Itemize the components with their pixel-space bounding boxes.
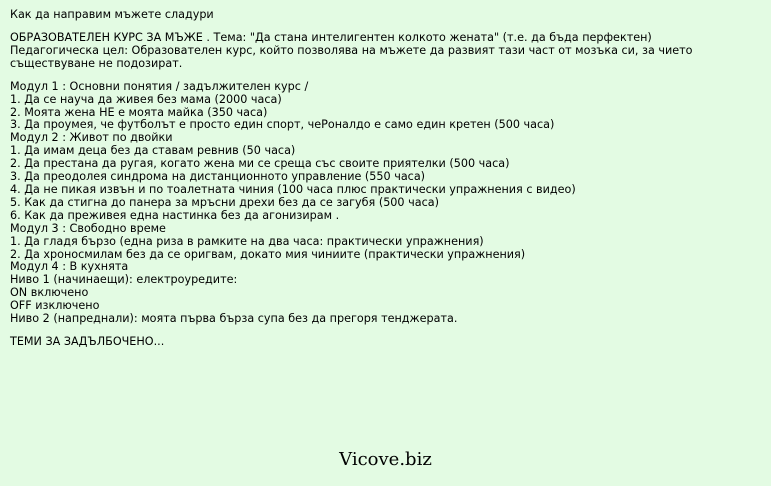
module-1-item-3: 3. Да проумея, че футболът е просто един спорт, чеРоналдо е само един кретен (500 часа) [10, 118, 555, 132]
module-1-heading: Модул 1 : Основни понятия / задължителен курс / [10, 79, 309, 93]
module-3-heading: Модул 3 : Свободно време [10, 221, 166, 235]
module-1-item-1: 1. Да се науча да живея без мама (2000 часа) [10, 92, 282, 106]
module-4-off-line: OFF изключено [10, 299, 100, 313]
module-3-item-1: 1. Да гладя бързо (една риза в рамките на два часа: практически упражнения) [10, 234, 484, 248]
module-1-item-2: 2. Моята жена НЕ е моята майка (350 часа) [10, 105, 268, 119]
joke-document [10, 8, 762, 349]
module-4-level-1: Ниво 1 (начинаещи): електроуредите: [10, 273, 238, 287]
module-2-item-2: 2. Да престана да ругая, когато жена ми се среща със своите приятелки (500 часа) [10, 157, 510, 171]
module-4-level-2: Ниво 2 (напреднали): моята първа бърза супа без да прегоря тенджерата. [10, 312, 458, 326]
module-2-item-5: 5. Как да стигна до панера за мръсни дрехи без да се загубя (500 часа) [10, 195, 439, 209]
page-title: Как да направим мъжете сладури [10, 8, 214, 21]
module-4-heading: Модул 4 : В кухнята [10, 260, 129, 274]
topics-heading: ТЕМИ ЗА ЗАДЪЛБОЧЕНО... [10, 334, 165, 348]
module-2-item-3: 3. Да преодолея синдрома на дистанционното управление (550 часа) [10, 170, 426, 184]
site-watermark: Vicove.biz [339, 449, 432, 470]
module-4-on-line: ON включено [10, 286, 89, 300]
module-3-item-2: 2. Да хроносмилам без да се оригвам, докато мия чиниите (практически упражнения) [10, 247, 526, 261]
module-2-item-4: 4. Да не пикая извън и по тоалетната чиния (100 часа плюс практически упражнения с видео) [10, 182, 576, 196]
module-2-item-6: 6. Как да преживея една настинка без да агонизирам . [10, 208, 340, 222]
course-line: ОБРАЗОВАТЕЛЕН КУРС ЗА МЪЖЕ . Тема: "Да стана интелигентен колкото жената" (т.е. да бъда перфектен) [10, 31, 652, 44]
course-intro [10, 32, 762, 71]
module-2-heading: Модул 2 : Живот по двойки [10, 131, 173, 145]
module-2-item-1: 1. Да имам деца без да ставам ревнив (50 часа) [10, 144, 296, 158]
goal-line: Педагогическа цел: Образователен курс, който позволява на мъжете да развият тази част от мозъка си, за чието съществуване не подозират. [10, 43, 693, 70]
course-modules [10, 81, 762, 326]
